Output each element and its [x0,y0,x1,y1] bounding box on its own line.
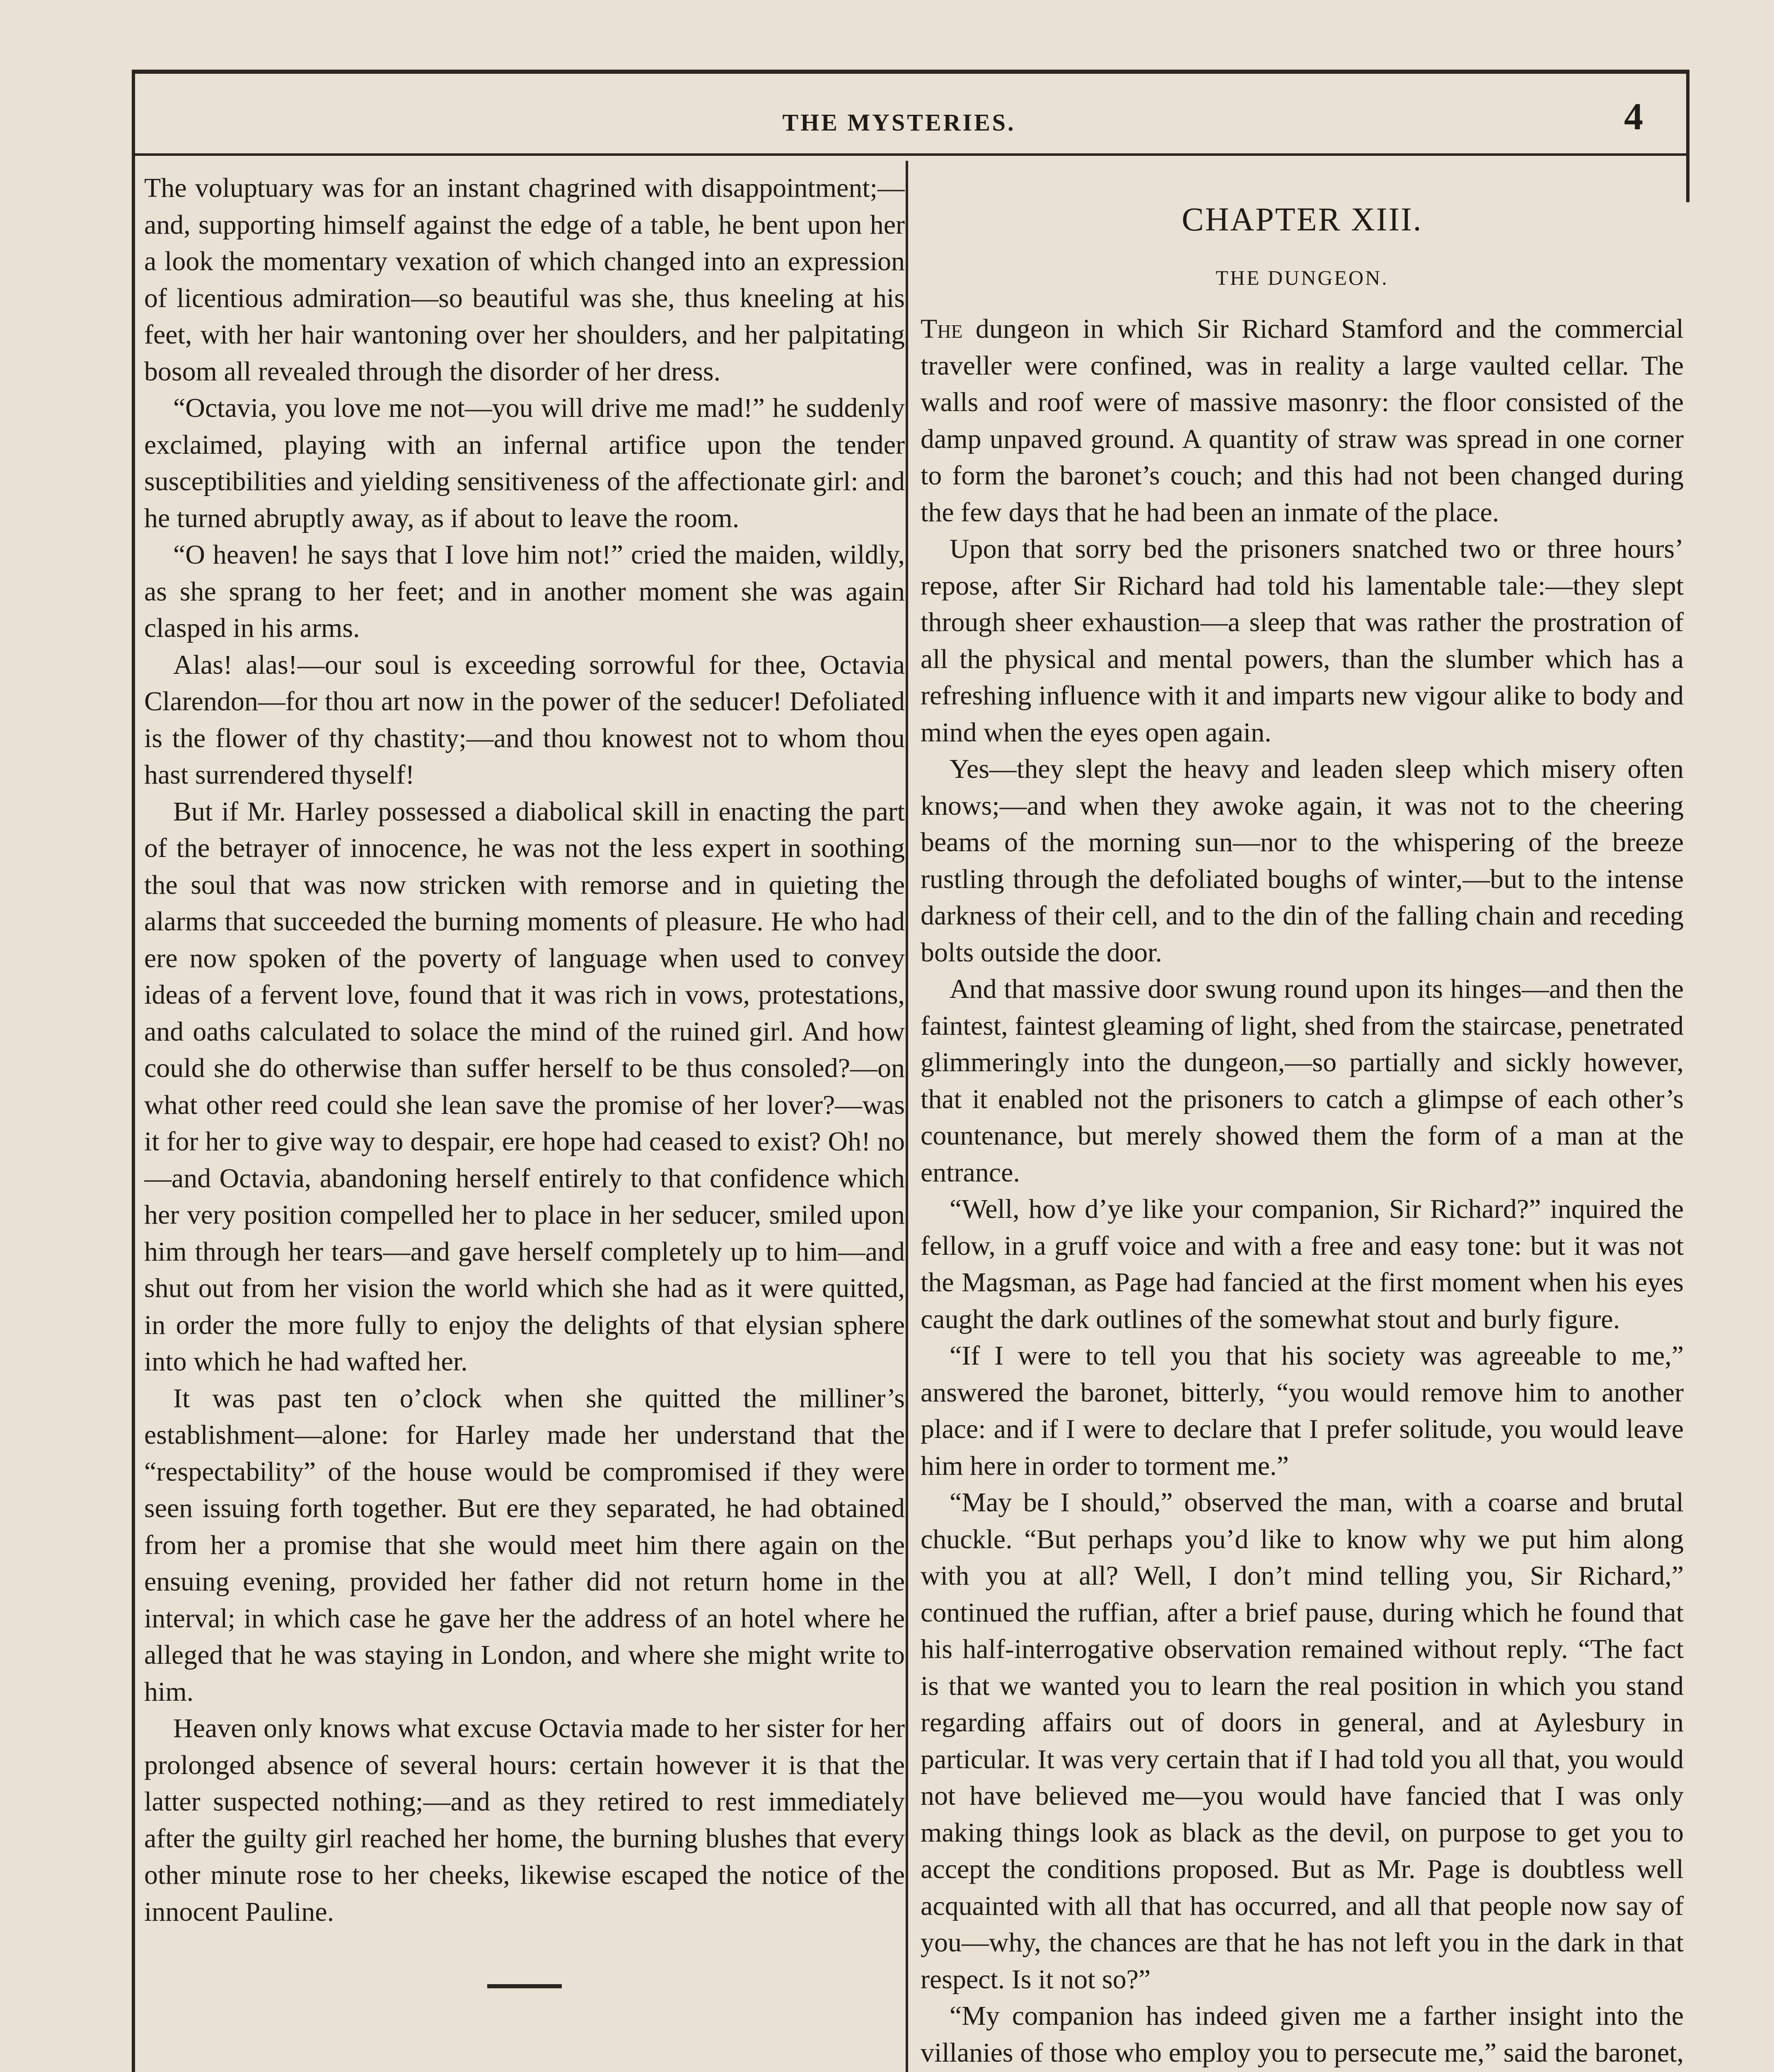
chapter-opening-paragraph [921,311,1684,531]
paragraph: Alas! alas!—our soul is exceeding sorrowful for thee, Octavia Clarendon—for thou art now in the power of the seducer! Defoliated is the flower of thy chastity;—and thou knowest not to whom thou hast surrendered thyself! [144,649,905,790]
paragraph: And that massive door swung round upon its hinges—and then the faintest, faintest gleaming of light, shed from the staircase, penetrated glimmeringly into the dungeon,—so partially and sickly however, that it enabled not the prisoners to catch a glimpse of each other’s countenance, but merely showed them the form of a man at the entrance. [921,974,1684,1188]
right-column [921,170,1684,2072]
paragraph: “Well, how d’ye like your companion, Sir Richard?” inquired the fellow, in a gruff voice and with a free and easy tone: but it was not the Magsman, as Page had fancied at the first moment when his eyes caught the dark outlines of the somewhat stout and burly figure. [921,1194,1684,1334]
paragraph: “Octavia, you love me not—you will drive me mad!” he suddenly exclaimed, playing with an infernal artifice upon the tender susceptibilities and yielding sensitiveness of the affectionate girl: and he turned abruptly away, as if about to leave the room. [144,393,905,533]
paragraph: The voluptuary was for an instant chagrined with disappointment;—and, supporting himself against the edge of a table, he bent upon her a look the momentary vexation of which changed into an expression of licentious admiration—so beautiful was she, thus kneeling at his feet, with her hair wantoning over her shoulders, and her palpitating bosom all revealed through the disorder of her dress. [144,173,905,387]
paragraph: It was past ten o’clock when she quitted the milliner’s establishment—alone: for Harley made her understand that the “respectability” of the house would be compromised if they were seen issuing forth together. But ere they separated, he had obtained from her a promise that she would meet him there again on the ensuing evening, provided her father did not return home in the interval; in which case he gave her the address of an hotel where he alleged that he was staying in London, and where she might write to him. [144,1383,905,1707]
paragraph: “My companion has indeed given me a farther insight into the villanies of those who employ you to persecute me,” said the baronet, [921,2001,1684,2068]
paragraph: “May be I should,” observed the man, with a coarse and brutal chuckle. “But perhaps you’d like to know why we put him along with you at all? Well, I don’t mind telling you, Sir Richard,” continued the ruffian, after a brief pause, during which he found that his half-interrogative observation remained without reply. “The fact is that we wanted you to learn the real position in which you stand regarding affairs out of doors in general, and at Aylesbury in particular. It was very certain that if I had told you all that, you would not have believed me—you would have fancied that I was only making things look as black as the devil, on purpose to get you to accept the conditions proposed. But as Mr. Page is doubtless well acquainted with all that has occurred, and all that people now say of you—why, the chances are that he has not left you in the dark in that respect. Is it not so?” [921,1487,1684,1995]
paragraph: “If I were to tell you that his society was agreeable to me,” answered the baronet, bitterly, “you would remove him to another place: and if I were to declare that I prefer solitude, you would leave him here in order to torment me.” [921,1341,1684,1481]
chapter-opening-text: dungeon in which Sir Richard Stamford and the commercial traveller were confined, was in reality a large vaulted cellar. The walls and roof were of massive masonry: the floor consisted of the damp unpaved ground. A quantity of straw was spread in one corner to form the baronet’s couch; and this had not been changed during the few days that he had been an inmate of the place. [921,314,1684,528]
paragraph: Upon that sorry bed the prisoners snatched two or three hours’ repose, after Sir Richard had told his lamentable tale:—they slept through sheer exhaustion—a sleep that was rather the prostration of all the physical and mental powers, than the slumber which has a refreshing influence with it and imparts new vigour alike to body and mind when the eyes open again. [921,534,1684,748]
paragraph: But if Mr. Harley possessed a diabolical skill in enacting the part of the betrayer of innocence, he was not the less expert in soothing the soul that was now stricken with remorse and in quieting the alarms that succeeded the burning moments of pleasure. He who had ere now spoken of the poverty of language when used to convey ideas of a fervent love, found that it was rich in vows, protestations, and oaths calculated to solace the mind of the ruined girl. And how could she do otherwise than suffer herself to be thus consoled?—on what other reed could she lean save the promise of her lover?—was it for her to give way to despair, ere hope had ceased to exist? Oh! no—and Octavia, abandoning herself entirely to that confidence which her very position compelled her to place in her seducer, smiled upon him through her tears—and gave herself completely up to him—and shut out from her vision the world which she had as it were quitted, in order the more fully to enjoy the delights of that elysian sphere into which he had wafted her. [144,796,905,1377]
page-number: 4 [1624,95,1643,138]
left-column [144,170,905,2072]
page-frame-right-rule [1686,70,1689,202]
chapter-subtitle: THE DUNGEON. [1216,266,1389,289]
running-title: THE MYSTERIES. [782,109,1016,136]
section-end-dash [487,1984,562,1988]
chapter-first-word: The [921,314,963,344]
column-divider [906,161,908,2072]
page-frame-left-rule [132,70,135,2072]
header-rule [132,153,1689,156]
paragraph: Yes—they slept the heavy and leaden sleep which misery often knows;—and when they awoke again, it was not to the cheering beams of the morning sun—nor to the whispering of the breeze rustling through the defoliated boughs of winter,—but to the intense darkness of their cell, and to the din of the falling chain and receding bolts outside the door. [921,754,1684,968]
chapter-title: CHAPTER XIII. [1182,201,1423,238]
page-frame-top-rule [132,70,1689,74]
paragraph: Heaven only knows what excuse Octavia made to her sister for her prolonged absence of several hours: certain however it is that the latter suspected nothing;—and as they retired to rest immediately after the guilty girl reached her home, the burning blushes that every other minute rose to her cheeks, likewise escaped the notice of the innocent Pauline. [144,1713,905,1927]
paragraph: “O heaven! he says that I love him not!” cried the maiden, wildly, as she sprang to her feet; and in another moment she was again clasped in his arms. [144,540,905,643]
